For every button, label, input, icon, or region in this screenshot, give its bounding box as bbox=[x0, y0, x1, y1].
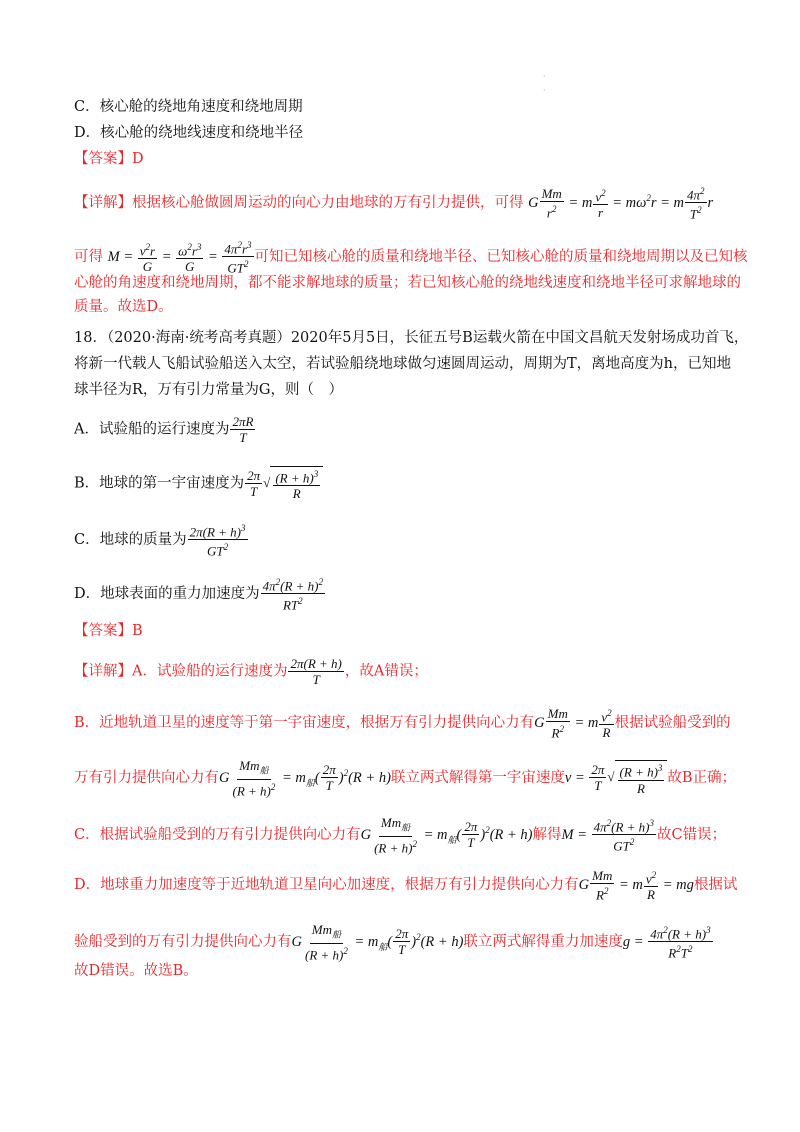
formula: $\frac{2\pi(R + h)^3}{GT^2}$ bbox=[189, 523, 246, 559]
q18-detail-a: 【详解】A．试验船的运行速度为 $\frac{2\pi(R + h)}{T}$ ，故A错误； bbox=[74, 656, 428, 687]
formula: G $Mm_船$ $(R + h)^2$ = $m_船$( $\frac{2\pi}{T}$ )$^2$(R + h) bbox=[360, 815, 533, 855]
q18-detail-d2: 验船受到的万有引力提供向心力有G $Mm_船$ $(R + h)^2$ = $m_船$( $\frac{2\pi}{T}$ )$^2$(R + h)联立两式解得重力加速度g = $\frac{4\pi^2(R + h)^3}{R^2T^2}$ bbox=[74, 922, 714, 962]
page-mark: · bbox=[543, 86, 546, 95]
q18-stem-line2: 将新一代载人飞船试验船送入太空，若试验船绕地球做匀速圆周运动，周期为T，离地高度为h，已知地 bbox=[74, 356, 732, 372]
q17-detail-line3: 心舱的角速度和绕地周期，都不能求解地球的质量；若已知核心舱的绕地线速度和绕地半径可求解地球的 bbox=[74, 275, 741, 291]
formula: M = $\frac{4\pi^2(R + h)^3}{GT^2}$ bbox=[561, 818, 655, 854]
formula: v = $\frac{2\pi}{T}$ √ $\frac{(R + h)^3}{R}$ bbox=[565, 770, 668, 786]
q18-option-b: B．地球的第一宇宙速度为 $\frac{2\pi}{T}$ √ $\frac{(R + h)^3}{R}$ bbox=[74, 466, 323, 501]
q18-stem-line1: 18．（2020·海南·统考高考真题）2020年5月5日，长征五号B运载火箭在中国文昌航天发射场成功首飞， bbox=[74, 330, 749, 346]
sqrt-formula: √ $\frac{(R + h)^3}{R}$ bbox=[263, 466, 323, 501]
formula: G $\frac{Mm}{R^2}$ = m $\frac{v^2}{R}$ bbox=[534, 706, 612, 741]
q17-option-d: D．核心舱的绕地线速度和绕地半径 bbox=[74, 125, 304, 141]
q17-detail-line2: 可得 M = $\frac{v^2r}{G}$ = $\frac{\omega^2r^3}{G}$ = $\frac{4\pi^2r^3}{GT^2}$ 可知已知核心舱的质量和绕地半径、已知核心舱的质量和绕地周期以及已知核 bbox=[74, 240, 748, 276]
page-mark: · bbox=[543, 72, 546, 81]
q18-stem-line3: 球半径为R，万有引力常量为G，则（ ） bbox=[74, 382, 343, 398]
q17-detail-line4: 质量。故选D。 bbox=[74, 299, 173, 315]
q18-detail-d1: D．地球重力加速度等于近地轨道卫星向心加速度，根据万有引力提供向心力有G $\frac{Mm}{R^2}$ = m $\frac{v^2}{R}$ = mg根据试 bbox=[74, 868, 738, 903]
formula: G $\frac{Mm}{R^2}$ = m $\frac{v^2}{R}$ = mg bbox=[578, 868, 694, 903]
formula: M = $\frac{v^2r}{G}$ = $\frac{\omega^2r^3}{G}$ = $\frac{4\pi^2r^3}{GT^2}$ bbox=[107, 240, 252, 276]
q18-option-d: D．地球表面的重力加速度为 $\frac{4\pi^2(R + h)^2}{RT^2}$ bbox=[74, 577, 324, 613]
formula: G $\frac{Mm}{r^2}$ = m $\frac{v^2}{r}$ = $m\omega^2r = m$ $\frac{4\pi^2}{T^2}$ r bbox=[528, 185, 714, 222]
q17-answer: 【答案】D bbox=[74, 151, 144, 167]
formula: g = $\frac{4\pi^2(R + h)^3}{R^2T^2}$ bbox=[622, 925, 711, 961]
q18-option-c: C．地球的质量为 $\frac{2\pi(R + h)^3}{GT^2}$ bbox=[74, 523, 246, 559]
q18-answer: 【答案】B bbox=[74, 623, 143, 639]
formula: $\frac{2\pi R}{T}$ bbox=[232, 414, 254, 445]
formula: $\frac{2\pi}{T}$ bbox=[247, 468, 261, 500]
q17-option-c: C．核心舱的绕地角速度和绕地周期 bbox=[74, 99, 303, 115]
q18-detail-b1: B．近地轨道卫星的速度等于第一宇宙速度，根据万有引力提供向心力有G $\frac{Mm}{R^2}$ = m $\frac{v^2}{R}$ 根据试验船受到的 bbox=[74, 706, 731, 741]
q17-detail-line1: 【详解】根据核心舱做圆周运动的向心力由地球的万有引力提供，可得 G $\frac{Mm}{r^2}$ = m $\frac{v^2}{r}$ = $m\omega^2r = m$ $\frac{4\pi^2}{T^2}$ r bbox=[74, 185, 714, 222]
formula: $\frac{4\pi^2(R + h)^2}{RT^2}$ bbox=[262, 577, 324, 613]
q18-detail-d3: 故D错误。故选B。 bbox=[74, 963, 198, 979]
q18-detail-c: C．根据试验船受到的万有引力提供向心力有G $Mm_船$ $(R + h)^2$ = $m_船$( $\frac{2\pi}{T}$ )$^2$(R + h)解得M = $\frac{4\pi^2(R + h)^3}{GT^2}$ 故C错误； bbox=[74, 815, 727, 855]
formula: G $Mm_船$ $(R + h)^2$ = $m_船$( $\frac{2\pi}{T}$ )$^2$(R + h) bbox=[219, 758, 391, 798]
formula: $\frac{2\pi(R + h)}{T}$ bbox=[290, 656, 342, 687]
formula: G $Mm_船$ $(R + h)^2$ = $m_船$( $\frac{2\pi}{T}$ )$^2$(R + h) bbox=[291, 922, 464, 962]
q18-option-a: A．试验船的运行速度为 $\frac{2\pi R}{T}$ bbox=[74, 414, 254, 445]
q18-detail-b2: 万有引力提供向心力有G $Mm_船$ $(R + h)^2$ = $m_船$( $\frac{2\pi}{T}$ )$^2$(R + h)联立两式解得第一宇宙速度v = $\frac{2\pi}{T}$ √ $\frac{(R + h)^3}{R}$ 故B正确； bbox=[74, 758, 737, 798]
